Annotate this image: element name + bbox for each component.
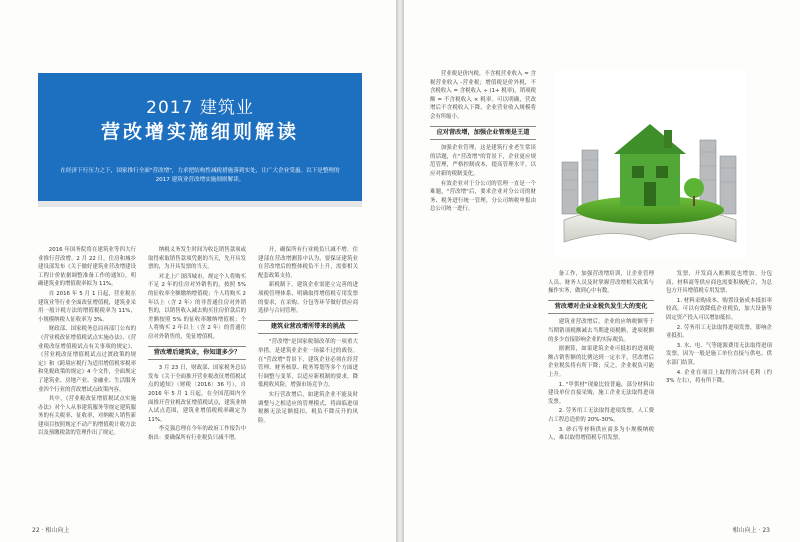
paragraph: 3 月 23 日，财政部、国家税务总局发布《关于全面推开营业税改征增值税试点的通知》（财税〔2016〕36 号），自 2016 年 5 月 1 日起，在全国范围内全面推开营业税改征增值税试点，建筑业纳入试点范围，建筑业增值税税率确定为 11%。	[148, 365, 246, 423]
paragraph: 2. 劳务用工无法取得进项发票，影响企业抵扣。	[666, 324, 772, 340]
paragraph: 3. 水、电、气等能源费用无法取得进项发票，因为一般是施工单位直接与供电、供水部门结算。	[666, 342, 772, 366]
paragraph: 其中，《营业税改征增值税试点实施办法》对个人从事建筑服务等规定建筑服务的有关税率、征收率，对纳税人销售新建项目按照规定不动产的增值税计税方法以及预缴税款的管理作出了规定。	[38, 396, 136, 437]
paragraph: 2. 劳务用工无法取得进项发票，人工费占工程总造价的 20%-30%。	[548, 408, 654, 423]
paragraph: 对北上广深四城市，规定个人将购买不足 2 年的住房对外销售的，按照 5% 的征收率全额缴纳增值税；个人将购买 2 年以上（含 2 年）的非普通住房对外销售的，以销售收入减去购买住房价款后的差额按照 5% 的征收率缴纳增值税；个人将购买 2 年以上（含 2 年）的普通住房对外销售的，免征增值税。	[148, 273, 246, 340]
house-icon	[614, 124, 686, 206]
paragraph: 财政部、国家税务总局再部门公布的《营业税改征增值税试点实施办法》、《营业税改征增值税试点有关事项的规定》、《营业税改征增值税试点过渡政策的规定》和《跨境应税行为适用增值税零税率和免税政策的规定》4 个文件，全面规定了建筑业、房地产业、金融业、生活服务业四个行业的营改增试点政策内容。	[38, 326, 136, 393]
section-heading: 应对营改增，加强企业管理是王道	[430, 126, 536, 141]
section-heading: 营改增对企业业税负发生大的变化	[548, 300, 654, 315]
paragraph: 据测算，如果建筑企业可抵扣的进项税额占销售额的比例达到一定水平，营改增后企业税负将有所下降；反之，企业税负可能上升。	[548, 346, 654, 378]
paragraph: 加强企业管理，这是建筑行业老生常谈的话题，在"营改增"的背景下，企业更应规范管理，严格控制成本，提高管理水平，以应对新的税制变化。	[430, 145, 536, 177]
house-on-book-illustration	[554, 70, 746, 258]
paragraph: 开，确保所有行业税负只减不增。住建部在营改增测算中认为，要保证建筑业在营改增后的整体税负不上升，需要相关配套政策支持。	[258, 247, 358, 279]
paragraph: 新税制下，建筑企业需建立完善的进项税管理体系，明确取得增值税专用发票的要求，在采购、分包等环节做好供应商选择与合同管理。	[258, 282, 358, 315]
paragraph: 实行营改增后，如建筑企业不能及时调整与之相适应的管理模式，将面临进项税额无法足额抵扣、税负不降反升的风险。	[258, 391, 358, 424]
paragraph: 纳税义务发生时间为收讫销售款项或取得索取销售款项凭据的当天，先开具发票的，为开具发票的当天。	[148, 247, 246, 271]
section-heading: 建筑业营改增所带来的挑战	[258, 320, 358, 335]
paragraph: 李克强总理在今年的政府工作报告中指出：要确保所有行业税负只减不增。	[148, 426, 246, 441]
banner-shadow	[38, 201, 362, 207]
paragraph: 发票，开发商入账额度也增加。分包商、材料商等供应商也需要积极配合，为总包方开具增值税专用发票。	[666, 271, 772, 295]
banner-title-line2: 营改增实施细则解读	[100, 121, 299, 143]
paragraph: 1. "甲供材"现象比较普遍，部分材料由建设单位直接采购，施工企业无法取得进项发票。	[548, 381, 654, 405]
section-heading: 营改增后建筑业，你知道多少？	[148, 346, 246, 361]
banner-lead: 在经济下行压力之下，国家推行全面"营改增"，力求把结构性减税措施落到实处，让广大企业受惠。以下是整理的 2017 建筑业营改增实施细则解读。	[60, 168, 340, 183]
paragraph: 4. 企业在项目上取得的合同毛利（约 3% 左右），将有所下降。	[666, 369, 772, 385]
page-footer-left: 22 · 相山向上	[32, 527, 70, 534]
paragraph: "营改增"是国家税制改革的一项重大举措，是建筑业企业一场躲不过的战役。在"营改增"背景下，建筑企业必须在经营管理、财务核算、税务筹划等多个方面进行调整与变革，以适应新税制的要求，降低税收风险，增强市场竞争力。	[258, 339, 358, 389]
title-banner	[38, 73, 362, 201]
left-column-1	[38, 246, 136, 508]
right-column-3	[666, 270, 772, 510]
left-column-3	[258, 246, 358, 508]
left-column-2	[148, 246, 246, 508]
page-footer-right: 相山向上 · 23	[732, 527, 770, 534]
paragraph: 营业税是价内税，不含税营业收入 = 含税营业收入 -营业税；增值税是价外税，不含税收入 = 含税收入 ÷ (1+ 税率)，销项税额 = 不含税收入 × 税率。可以明确，营改增后不含税收入下降，企业营业收入规模将会有所缩小。	[430, 71, 536, 120]
book-gutter	[396, 0, 404, 542]
paragraph: 2016 年国务院将在建筑业等四大行业推行营改增。2 月 22 日，住房和城乡建设部发布《关于做好建筑业营改增建设工程计价依据调整准备工作的通知》，明确建筑业的增值税率拟为 11%。	[38, 247, 136, 288]
paragraph: 1. 材料采购成本、购置设备成本抵扣率较高，可以有效降低企业税负，加大设备等固定资产投入可以增加抵扣。	[666, 297, 772, 321]
paragraph: 3. 砂石等材料供应商多为小规模纳税人，难以取得增值税专用发票。	[548, 426, 654, 442]
right-column-2	[548, 270, 654, 510]
paragraph: 有效企业对于分公司的管理一直是一个难题，"营改增"后，要求企业对分公司的财务、税务进行统一管理，分公司纳税申报由总公司统一进行。	[430, 180, 536, 213]
paragraph: 备工作，加强营改增培训，让企业管理人员、财务人员及时掌握营改增相关政策与操作实务，做到心中有数。	[548, 271, 654, 295]
paragraph: 建筑业营改增后，企业的应纳税额等于当期销项税额减去当期进项税额，进项税额的多少直接影响企业的实际税负。	[548, 319, 654, 343]
paragraph: 自 2016 年 5 月 1 日起，营业税在建筑业等行业全面改征增值税，建筑业采用一般计税方法的增值税税率为 11%，小规模纳税人征收率为 3%。	[38, 290, 136, 323]
banner-title-line1: 2017 建筑业	[146, 98, 254, 118]
right-column-1	[430, 70, 536, 510]
illustration-svg	[554, 70, 746, 258]
left-page	[0, 0, 396, 542]
